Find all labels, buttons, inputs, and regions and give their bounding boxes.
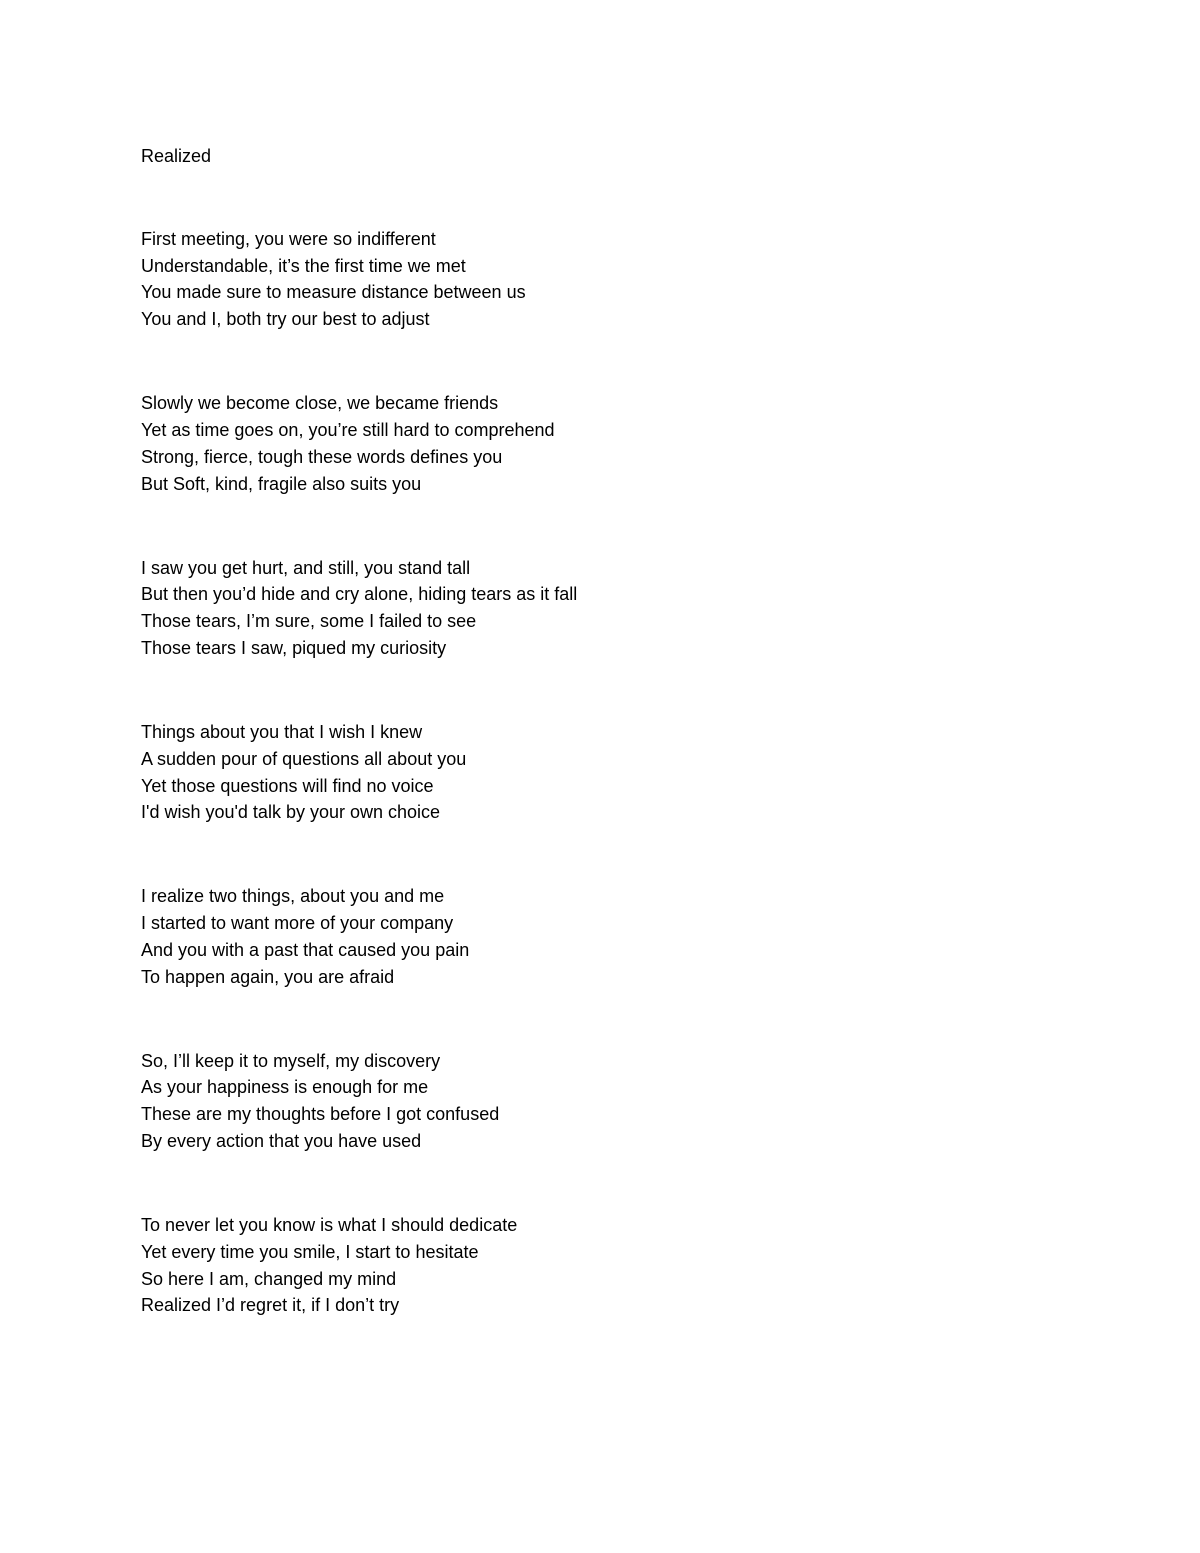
stanza-3 [141,555,1041,662]
poem-line: Those tears I saw, piqued my curiosity [141,637,447,658]
poem-title: Realized [141,146,212,166]
spacer [141,826,1041,883]
poem-line: First meeting, you were so indifferent [141,228,436,249]
poem-line: But Soft, kind, fragile also suits you [141,473,422,494]
poem-line: Things about you that I wish I knew [141,721,423,742]
spacer [141,662,1041,719]
stanza-7 [141,1212,1041,1319]
stanza-1 [141,226,1041,333]
poem-line: I realize two things, about you and me [141,886,445,907]
poem-line: So here I am, changed my mind [141,1268,397,1289]
poem-line: As your happiness is enough for me [141,1077,429,1098]
poem-line: And you with a past that caused you pain [141,939,470,960]
poem-line: I'd wish you'd talk by your own choice [141,802,441,823]
poem-line: You and I, both try our best to adjust [141,309,430,330]
poem-line: But then you’d hide and cry alone, hiding tears as it fall [141,584,578,605]
poem-line: Realized I’d regret it, if I don’t try [141,1295,400,1316]
spacer [141,1155,1041,1212]
poem-line: These are my thoughts before I got confused [141,1104,500,1125]
spacer [141,990,1041,1047]
spacer [141,497,1041,554]
stanza-6 [141,1048,1041,1155]
stanza-5 [141,883,1041,990]
poem [141,143,1041,1319]
poem-line: Understandable, it’s the first time we met [141,255,466,276]
poem-line: I started to want more of your company [141,913,454,934]
poem-line: Yet those questions will find no voice [141,775,434,796]
poem-line: By every action that you have used [141,1131,422,1152]
poem-line: Slowly we become close, we became friends [141,393,499,414]
poem-line: To never let you know is what I should dedicate [141,1215,518,1236]
poem-line: Those tears, I’m sure, some I failed to see [141,611,477,632]
poem-line: You made sure to measure distance between us [141,282,526,303]
poem-line: To happen again, you are afraid [141,966,395,987]
poem-line: A sudden pour of questions all about you [141,748,467,769]
stanza-2 [141,390,1041,497]
poem-line: Yet every time you smile, I start to hesitate [141,1241,479,1262]
poem-line: Yet as time goes on, you’re still hard to comprehend [141,419,555,440]
spacer [141,170,1041,226]
spacer [141,333,1041,390]
poem-line: Strong, fierce, tough these words defines you [141,446,503,467]
stanza-4 [141,719,1041,826]
poem-line: I saw you get hurt, and still, you stand tall [141,557,471,578]
poem-line: So, I’ll keep it to myself, my discovery [141,1050,441,1071]
